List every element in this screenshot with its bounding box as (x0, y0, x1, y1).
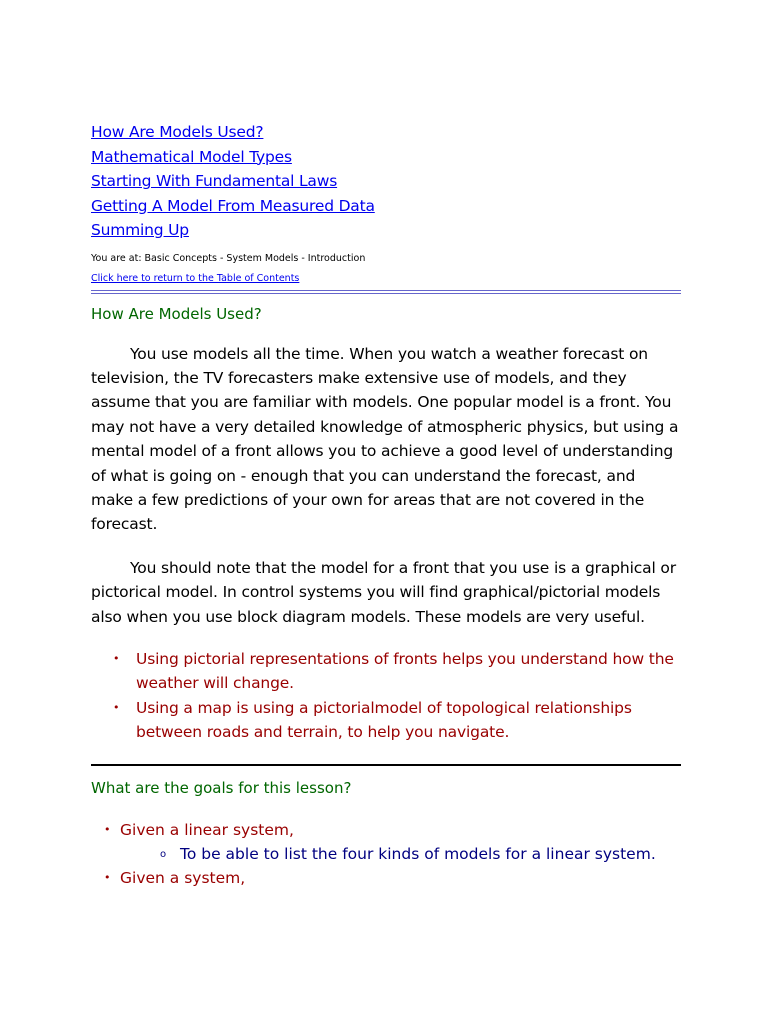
goal-text: Given a linear system, (120, 820, 294, 839)
toc-item (91, 145, 681, 170)
circle-bullet-icon: o (160, 849, 167, 860)
goals-list (91, 818, 681, 891)
bullet-icon: • (104, 822, 111, 836)
bullet-icon: • (113, 651, 120, 665)
horizontal-divider (91, 764, 681, 766)
goal-text: Given a system, (120, 869, 246, 888)
subgoal-list (120, 842, 681, 866)
return-to-contents-link[interactable]: Click here to return to the Table of Contents (91, 272, 300, 284)
bullet-icon: • (113, 700, 120, 714)
toc-item (91, 120, 681, 145)
list-item (104, 818, 681, 867)
goals-heading: What are the goals for this lesson? (91, 778, 352, 797)
document-page (91, 120, 681, 891)
paragraph-intro: You use models all the time. When you watch a weather forecast on television, the TV forecasters make extensive use of models, and they assume that you are familiar with models. One popular model is a front. You may not have a very detailed knowledge of atmospheric physics, but using a mental model of a front allows you to achieve a good level of understanding of what is going on - enough that you can understand the forecast, and make a few predictions of your own for areas that are not covered in the forecast. (91, 344, 679, 534)
toc-item (91, 194, 681, 219)
toc-link-measured-data[interactable]: Getting A Model From Measured Data (91, 196, 375, 215)
toc-link-list (91, 120, 681, 243)
list-item (113, 647, 681, 696)
bullet-text: Using pictorial representations of fronts helps you understand how the weather will change. (136, 649, 674, 693)
toc-link-summing-up[interactable]: Summing Up (91, 221, 189, 239)
breadcrumb: You are at: Basic Concepts - System Models - Introduction (91, 252, 366, 264)
list-item (104, 866, 681, 890)
paragraph-pictorial: You should note that the model for a front that you use is a graphical or pictorical model. In control systems you will find graphical/pictorial models also when you use block diagram models. These models are very useful. (91, 558, 676, 626)
toc-item (91, 218, 681, 243)
list-item (113, 696, 681, 745)
toc-link-mathematical-model-types[interactable]: Mathematical Model Types (91, 147, 292, 166)
list-item (160, 842, 681, 866)
toc-link-how-are-models-used[interactable]: How Are Models Used? (91, 123, 264, 141)
bullet-text: Using a map is using a pictorialmodel of topological relationships between roads and terrain, to help you navigate. (136, 698, 632, 742)
subgoal-text: To be able to list the four kinds of models for a linear system. (180, 845, 656, 863)
double-divider (91, 290, 681, 294)
toc-item (91, 169, 681, 194)
toc-link-fundamental-laws[interactable]: Starting With Fundamental Laws (91, 172, 338, 190)
example-bullet-list (91, 647, 681, 745)
bullet-icon: • (104, 871, 111, 885)
section-heading: How Are Models Used? (91, 304, 262, 323)
